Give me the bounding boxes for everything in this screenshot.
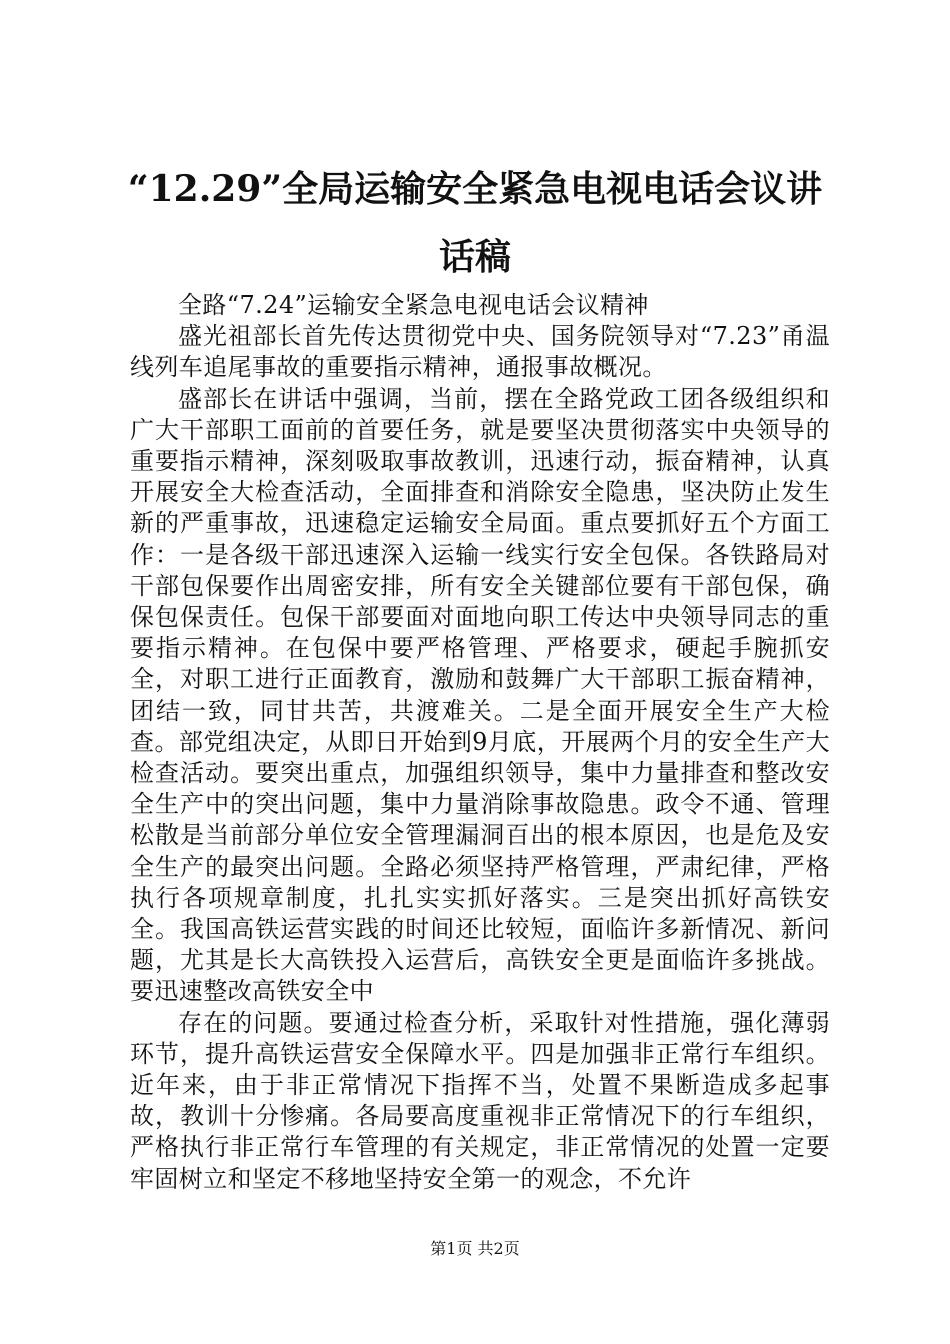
paragraph-3: 存在的问题。要通过检查分析，采取针对性措施，强化薄弱环节，提升高铁运营安全保障水平。四是加强非正常行车组织。近年来，由于非正常情况下指挥不当，处置不果断造成多起事故，教训十分惨痛。各局要高度重视非正常情况下的行车组织，严格执行非正常行车管理的有关规定，非正常情况的处置一定要牢固树立和坚定不移地坚持安全第一的观念，不允许 xyxy=(130,1008,830,1193)
paragraph-heading: 全路“7.24”运输安全紧急电视电话会议精神 xyxy=(178,291,649,319)
paragraph-1: 盛光祖部长首先传达贯彻党中央、国务院领导对“7.23”甬温线列车追尾事故的重要指示精神，通报事故概况。 xyxy=(130,322,830,382)
page-number-footer: 第1页 共2页 xyxy=(430,1239,520,1258)
document-body xyxy=(130,290,830,1195)
paragraph-2: 盛部长在讲话中强调，当前，摆在全路党政工团各级组织和广大干部职工面前的首要任务，就是要坚决贯彻落实中央领导的重要指示精神，深刻吸取事故教训，迅速行动，振奋精神，认真开展安全大检查活动，全面排查和消除安全隐患，坚决防止发生新的严重事故，迅速稳定运输安全局面。重点要抓好五个方面工作：一是各级干部迅速深入运输一线实行安全包保。各铁路局对干部包保要作出周密安排，所有安全关键部位要有干部包保，确保包保责任。包保干部要面对面地向职工传达中央领导同志的重要指示精神。在包保中要严格管理、严格要求，硬起手腕抓安全，对职工进行正面教育，激励和鼓舞广大干部职工振奋精神，团结一致，同甘共苦，共渡难关。二是全面开展安全生产大检查。部党组决定，从即日开始到9月底，开展两个月的安全生产大检查活动。要突出重点，加强组织领导，集中力量排查和整改安全生产中的突出问题，集中力量消除事故隐患。政令不通、管理松散是当前部分单位安全管理漏洞百出的根本原因，也是危及安全生产的最突出问题。全路必须坚持严格管理，严肃纪律，严格执行各项规章制度，扎扎实实抓好落实。三是突出抓好高铁安全。我国高铁运营实践的时间还比较短，面临许多新情况、新问题，尤其是长大高铁投入运营后，高铁安全更是面临许多挑战。要迅速整改高铁安全中 xyxy=(130,384,830,1006)
document-title: “12.29”全局运输安全紧急电视电话会议讲话稿 xyxy=(127,168,823,278)
